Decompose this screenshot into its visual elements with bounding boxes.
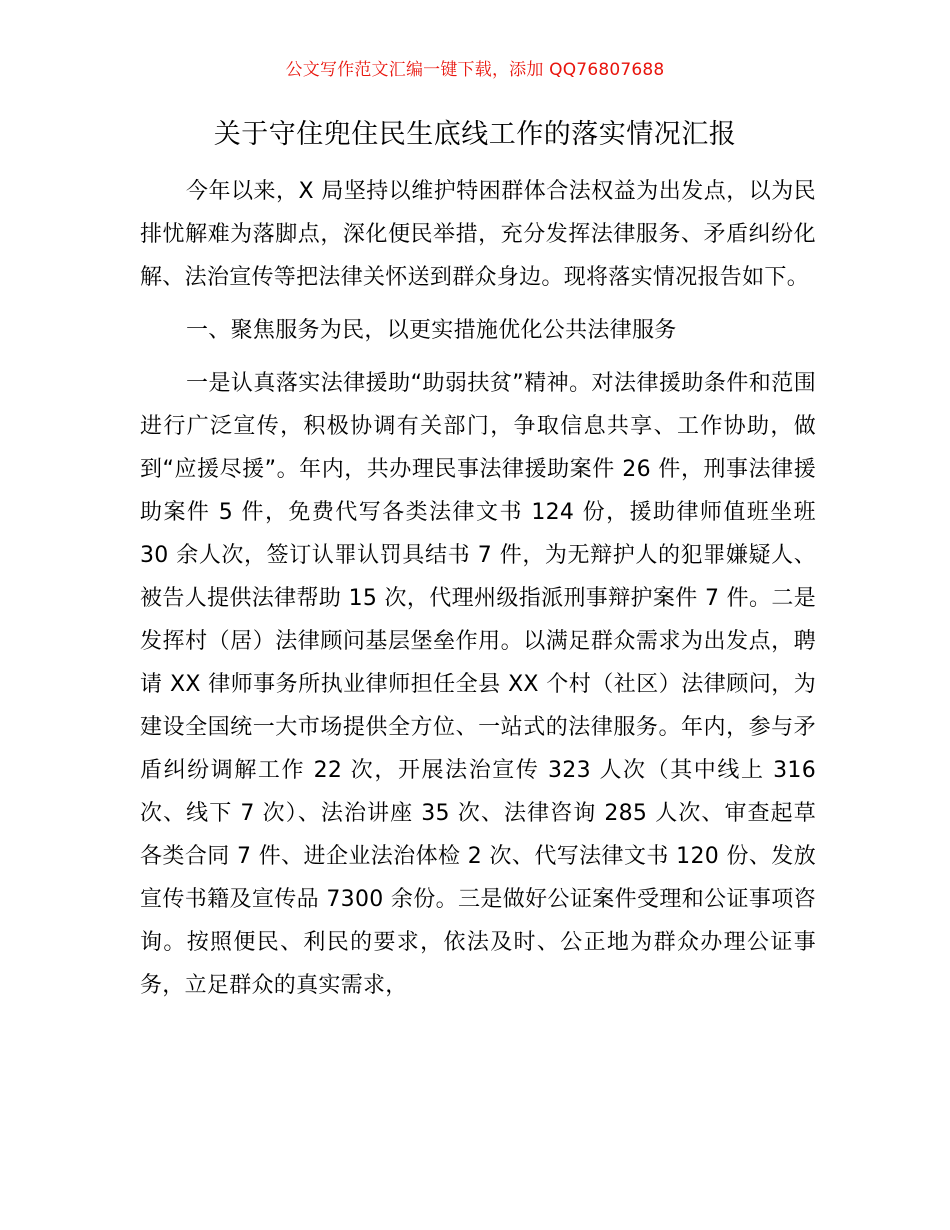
- intro-paragraph: 今年以来，X 局坚持以维护特困群体合法权益为出发点，以为民排忧解难为落脚点，深化便民举措，充分发挥法律服务、矛盾纠纷化解、法治宣传等把法律关怀送到群众身边。现将落实情况报告如下。: [140, 179, 816, 290]
- document-body: [140, 170, 816, 1007]
- download-notice: 公文写作范文汇编一键下载，添加 QQ76807688: [285, 60, 665, 80]
- section-heading: 一、聚焦服务为民，以更实措施优化公共法律服务: [186, 318, 677, 343]
- document-title: 关于守住兜住民生底线工作的落实情况汇报: [213, 119, 737, 150]
- body-paragraph: 一是认真落实法律援助“助弱扶贫”精神。对法律援助条件和范围进行广泛宣传，积极协调有关部门，争取信息共享、工作协助，做到“应援尽援”。年内，共办理民事法律援助案件 26 件，刑事法律援助案件 5 件，免费代写各类法律文书 124 份，援助律师值班坐班 30 余人次，签订认罪认罚具结书 7 件，为无辩护人的犯罪嫌疑人、被告人提供法律帮助 15 次，代理州级指派刑事辩护案件 7 件。二是发挥村（居）法律顾问基层堡垒作用。以满足群众需求为出发点，聘请 XX 律师事务所执业律师担任全县 XX 个村（社区）法律顾问，为建设全国统一大市场提供全方位、一站式的法律服务。年内，参与矛盾纠纷调解工作 22 次，开展法治宣传 323 人次（其中线上 316 次、线下 7 次）、法治讲座 35 次、法律咨询 285 人次、审查起草各类合同 7 件、进企业法治体检 2 次、代写法律文书 120 份、发放宣传书籍及宣传品 7300 余份。三是做好公证案件受理和公证事项咨询。按照便民、利民的要求，依法及时、公正地为群众办理公证事务，立足群众的真实需求，: [140, 371, 816, 998]
